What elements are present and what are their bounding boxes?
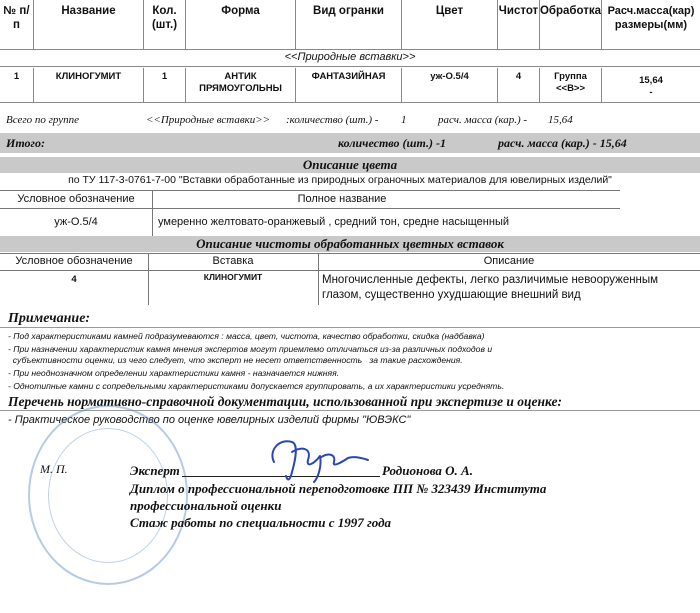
row-cut: ФАНТАЗИЙНАЯ xyxy=(296,68,402,102)
group-total-mass-label: расч. масса (кар.) - xyxy=(438,114,528,126)
expert-name: Родионова О. А. xyxy=(382,463,473,478)
color-full: умеренно желтовато-оранжевый , средний тон, средне насыщенный xyxy=(158,216,509,228)
grand-total-qty: количество (шт.) -1 xyxy=(338,136,446,150)
handwritten-signature xyxy=(262,428,372,486)
header-color: Цвет xyxy=(402,0,498,49)
clarity-col2: Вставка xyxy=(212,255,254,267)
row-num: 1 xyxy=(0,68,34,102)
experience: Стаж работы по специальности с 1997 года xyxy=(130,515,392,530)
note-1: - Под характеристиками камней подразумеваются : масса, цвет, чистота, качество обработки, скидка (надбавка) xyxy=(8,331,485,341)
section-label: <<Природные вставки>> xyxy=(284,51,416,63)
clarity-insert: КЛИНОГУМИТ xyxy=(203,272,263,282)
color-col1: Условное обозначение xyxy=(17,193,135,205)
group-total-mass: 15,64 xyxy=(548,114,573,126)
header-num: № п/п xyxy=(0,0,34,49)
header-qty: Кол. (шт.) xyxy=(144,0,186,49)
clarity-desc: Многочисленные дефекты, легко различимые невооруженным глазом, существенно ухудшающие внешний вид xyxy=(322,274,659,301)
row-name: КЛИНОГУМИТ xyxy=(34,68,144,102)
group-total-qty-label: :количество (шт.) - xyxy=(286,114,379,126)
grand-total-label: Итого: xyxy=(6,136,45,150)
row-processing: Группа <<В>> xyxy=(540,68,602,102)
clarity-col1: Условное обозначение xyxy=(15,255,133,267)
row-size: - xyxy=(649,86,653,98)
note-2: - При назначении характеристик камня мнения экспертов могут приемлемо отличаться из-за различных подходов и xyxy=(8,344,493,354)
clarity-desc-title: Описание чистоты обработанных цветных вставок xyxy=(196,236,504,251)
header-mass: Расч.масса(кар) размеры(мм) xyxy=(607,5,695,31)
color-desc-title: Описание цвета xyxy=(302,157,398,172)
clarity-col3: Описание xyxy=(483,255,535,267)
row-qty: 1 xyxy=(144,68,186,102)
grand-total xyxy=(0,133,700,153)
diploma-line-2: профессиональной оценки xyxy=(130,498,282,513)
group-total-qty: 1 xyxy=(401,114,407,126)
diploma-line-1: Диплом о профессиональной переподготовке ПП № 323439 Института xyxy=(130,481,547,496)
row-clarity: 4 xyxy=(498,68,540,102)
grand-total-mass: расч. масса (кар.) - 15,64 xyxy=(498,136,627,150)
group-total-label: Всего по группе xyxy=(6,114,80,126)
row-shape: АНТИК ПРЯМОУГОЛЬНЫ xyxy=(186,68,296,102)
header-processing: Обработка xyxy=(540,0,602,49)
clarity-code: 4 xyxy=(71,274,77,285)
group-total xyxy=(6,114,696,130)
color-code: уж-О.5/4 xyxy=(54,216,98,228)
note-5: - Однотипные камни с сопредельными характеристиками допускается группировать, а их характеристики усреднять. xyxy=(8,381,505,391)
color-desc-standard: по ТУ 117-3-0761-7-00 "Вставки обработанные из природных ограночных материалов для ювелирных изделий" xyxy=(68,174,612,186)
header-name: Название xyxy=(34,0,144,49)
color-col2: Полное название xyxy=(297,193,387,205)
group-total-section: <<Природные вставки>> xyxy=(146,114,271,126)
notes-title: Примечание: xyxy=(8,311,91,326)
header-clarity: Чистот xyxy=(498,0,540,49)
expert-label: Эксперт xyxy=(130,463,180,478)
docs-item: - Практическое руководство по оценке ювелирных изделий фирмы "ЮВЭКС" xyxy=(8,414,411,426)
header-shape: Форма xyxy=(186,0,296,49)
docs-title: Перечень нормативно-справочной документации, использованной при экспертизе и оценке: xyxy=(8,394,562,409)
row-color: уж-О.5/4 xyxy=(402,68,498,102)
note-3: субъективности оценки, из чего следует, что эксперт не несет ответственность за такие расхождения. xyxy=(8,355,463,365)
row-mass: 15,64 xyxy=(639,74,663,86)
mp-label: М. П. xyxy=(40,462,68,476)
note-4: - При неоднозначном определении характеристики камня - назначается нижняя. xyxy=(8,368,340,378)
row-mass-cell xyxy=(602,68,700,102)
header-cut: Вид огранки xyxy=(296,0,402,49)
